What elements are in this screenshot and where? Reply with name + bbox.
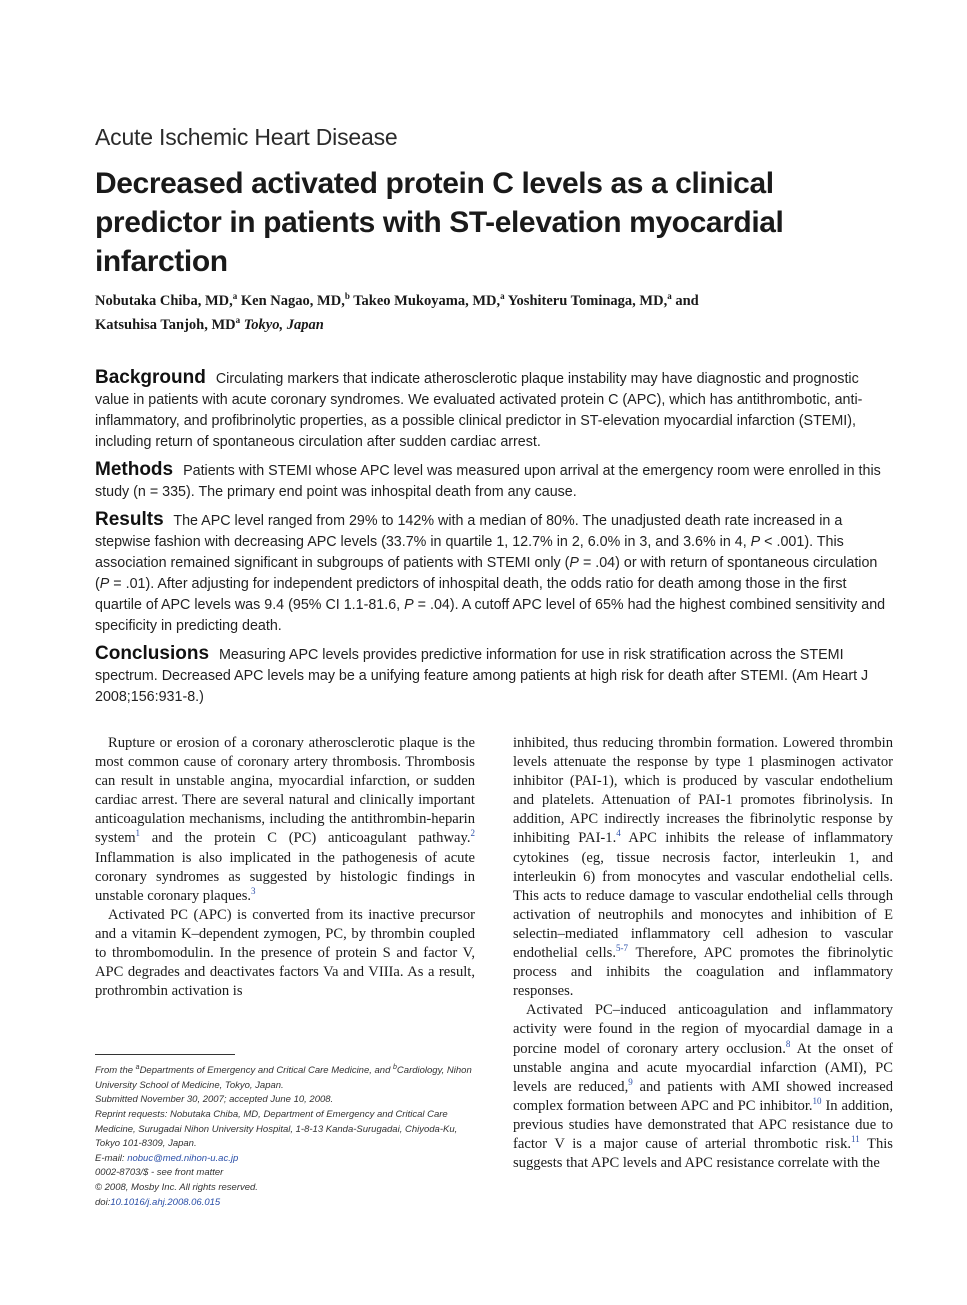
body-text: Rupture or erosion of a coronary atherosclerotic plaque is the most common cause of coronary artery thrombosis. Thrombosis can result in unstable angina, myocardial infarction, or sudden cardiac arrest. There are several natural and clinically important anticoagulation mechanisms, including the antithrombin-heparin system (95, 735, 475, 847)
p-symbol: P (569, 555, 579, 571)
abstract-conclusions (95, 643, 895, 708)
body-text: APC inhibits the release of inflammatory cytokines (eg, tissue necrosis factor, interleukin 1, and interleukin 6) from monocytes and vascular endothelial cells. This acts to reduce damage to vascular endothelial cells through activation of neutrophils and monocytes and inhibition of E selectin–mediated inflammatory cell adhesion to vascular endothelial cells. (513, 830, 893, 962)
affiliation-mark: a (667, 291, 672, 301)
abstract-text: = .01). After adjusting for independent predictors of inhospital death, the odds ratio for death among those in the first quartile of APC levels was 9.4 (95% CI 1.1-81.6, (95, 576, 847, 613)
section-heading: Acute Ischemic Heart Disease (95, 124, 398, 150)
body-paragraph (513, 734, 893, 1001)
abstract-heading: Results (95, 509, 164, 530)
p-symbol: P (750, 534, 761, 550)
author-list (95, 287, 885, 335)
body-text: inhibited, thus reducing thrombin formation. Lowered thrombin levels attenuate the response by type 1 plasminogen activator inhibitor (PAI-1), which is produced by vascular endothelium and platelets. Attenuation of PAI-1 promotes fibrinolysis. In addition, APC indirectly increases the fibrinolytic response by inhibiting PAI-1. (513, 735, 893, 847)
affiliation-mark: b (344, 291, 350, 301)
author-conjunction: and (671, 292, 699, 309)
affiliation-note (95, 1061, 480, 1093)
abstract-text: Measuring APC levels provides predictive information for use in risk stratification across the STEMI spectrum. Decreased APC levels may be a unifying feature among patients at high risk for death after STEMI. (Am Heart J 2008;156:931-8.) (95, 647, 869, 705)
footnotes (95, 1061, 480, 1210)
body-paragraph: Activated PC (APC) is converted from its inactive precursor and a vitamin K–dependent zymogen, PC, by thrombin coupled to thrombomodulin. In the presence of protein S and factor V, APC degrades and deactivates factors Va and VIIIa. As a result, prothrombin activation is (95, 906, 475, 1000)
copyright-note: © 2008, Mosby Inc. All rights reserved. (95, 1181, 258, 1193)
abstract-heading: Methods (95, 459, 174, 480)
citation-link[interactable]: 11 (851, 1134, 860, 1145)
citation-link[interactable]: 4 (616, 828, 621, 839)
abstract (95, 367, 895, 714)
body-text: At the onset of unstable angina and acute myocardial infarction (AMI), PC levels are reduced, (513, 1040, 893, 1095)
body-column-right (513, 734, 893, 1173)
abstract-heading: Background (95, 367, 206, 388)
abstract-background (95, 367, 895, 453)
author-name: Katsuhisa Tanjoh, MD (95, 316, 236, 333)
p-symbol: P (404, 597, 414, 613)
author-name: Yoshiteru Tominaga, MD, (504, 292, 668, 309)
abstract-text: Patients with STEMI whose APC level was measured upon arrival at the emergency room were enrolled in this study (n = 335). The primary end point was inhospital death from any cause. (95, 463, 881, 500)
body-text: and the protein C (PC) anticoagulant pathway. (140, 830, 471, 847)
footnote-text: Cardiology, Nihon University School of Medicine, Tokyo, Japan. (95, 1065, 472, 1091)
footnote-text: Departments of Emergency and Critical Care Medicine, and (139, 1065, 394, 1077)
footnote-text: doi: (95, 1196, 111, 1208)
citation-link[interactable]: 8 (785, 1038, 791, 1049)
body-text: Therefore, APC promotes the fibrinolytic process and inhibits the coagulation and inflammatory responses. (513, 945, 893, 1000)
affiliation-mark: a (135, 1064, 140, 1071)
issn-note: 0002-8703/$ - see front matter (95, 1167, 224, 1179)
author-name: Ken Nagao, MD, (237, 292, 345, 309)
body-text: and patients with AMI showed increased complex formation between APC and PC inhibitor. (513, 1078, 894, 1114)
body-text: Activated PC–induced anticoagulation and inflammatory activity were found in the region of myocardial damage in a porcine model of coronary artery occlusion. (513, 1002, 893, 1057)
abstract-methods (95, 459, 895, 503)
abstract-text: < .001). This association remained significant in subgroups of patients with STEMI only ( (95, 534, 844, 571)
author-name: Nobutaka Chiba, MD, (95, 292, 233, 309)
footnote-text: E-mail: (95, 1152, 128, 1164)
body-text: In addition, previous studies have demonstrated that APC resistance due to factor V is a major cause of arterial thrombotic risk. (513, 1097, 893, 1152)
submission-note: Submitted November 30, 2007; accepted June 10, 2008. (95, 1094, 334, 1106)
citation-link[interactable]: 9 (628, 1076, 633, 1087)
email-note (95, 1152, 480, 1167)
footnote-text: From the (95, 1065, 136, 1077)
abstract-results (95, 509, 895, 637)
body-column-left (95, 734, 475, 1001)
abstract-text: = .04). A cutoff APC level of 65% had the highest combined sensitivity and specificity in predicting death. (95, 597, 886, 634)
abstract-text: The APC level ranged from 29% to 142% with a median of 80%. The unadjusted death rate increased in a stepwise fashion with decreasing APC levels (33.7% in quartile 1, 12.7% in 2, 6.0% in 3, and 3.6% in 4, (95, 513, 843, 550)
body-paragraph (513, 1001, 893, 1173)
body-text: Inflammation is also implicated in the pathogenesis of acute coronary syndromes as suggested by histologic findings in unstable coronary plaques. (95, 849, 475, 904)
affiliation-mark: a (500, 291, 505, 301)
p-symbol: P (99, 576, 110, 592)
abstract-text: Circulating markers that indicate atherosclerotic plaque instability may have diagnostic and prognostic value in patients with acute coronary syndromes. We evaluated activated protein C (APC), which has antithrombotic, anti-inflammatory, and profibrinolytic properties, as a possible clinical predictor in ST-elevation myocardial infarction (STEMI), including return of spontaneous circulation after sudden cardiac arrest. (95, 371, 863, 450)
author-location: Tokyo, Japan (243, 316, 324, 333)
reprint-note: Reprint requests: Nobutaka Chiba, MD, Department of Emergency and Critical Care Medicine, Surugadai Nihon University Hospital, 1-8-13 Kanda-Surugadai, Chiyoda-Ku, Tokyo 101-8309, Japan. (95, 1108, 458, 1150)
abstract-text: = .04) or with return of spontaneous circulation ( (95, 555, 878, 592)
citation-link[interactable]: 1 (135, 828, 141, 839)
doi-link[interactable]: 10.1016/j.ahj.2008.06.015 (110, 1196, 221, 1208)
citation-link[interactable]: 2 (470, 828, 475, 839)
body-paragraph (95, 734, 475, 906)
author-name: Takeo Mukoyama, MD, (349, 292, 501, 309)
abstract-heading: Conclusions (95, 643, 210, 664)
citation-link[interactable]: 5-7 (615, 943, 628, 954)
citation-link[interactable]: 10 (812, 1095, 822, 1106)
email-link[interactable]: nobuc@med.nihon-u.ac.jp (127, 1152, 239, 1164)
doi-note (95, 1196, 480, 1211)
affiliation-mark: a (232, 291, 238, 301)
body-text: This suggests that APC levels and APC resistance correlate with the (513, 1135, 893, 1172)
affiliation-mark: b (393, 1064, 397, 1071)
affiliation-mark: a (235, 314, 241, 325)
footnote-divider (95, 1054, 235, 1055)
citation-link[interactable]: 3 (251, 885, 256, 896)
article-title: Decreased activated protein C levels as a clinical predictor in patients with ST-elevation myocardial infarction (95, 167, 784, 278)
